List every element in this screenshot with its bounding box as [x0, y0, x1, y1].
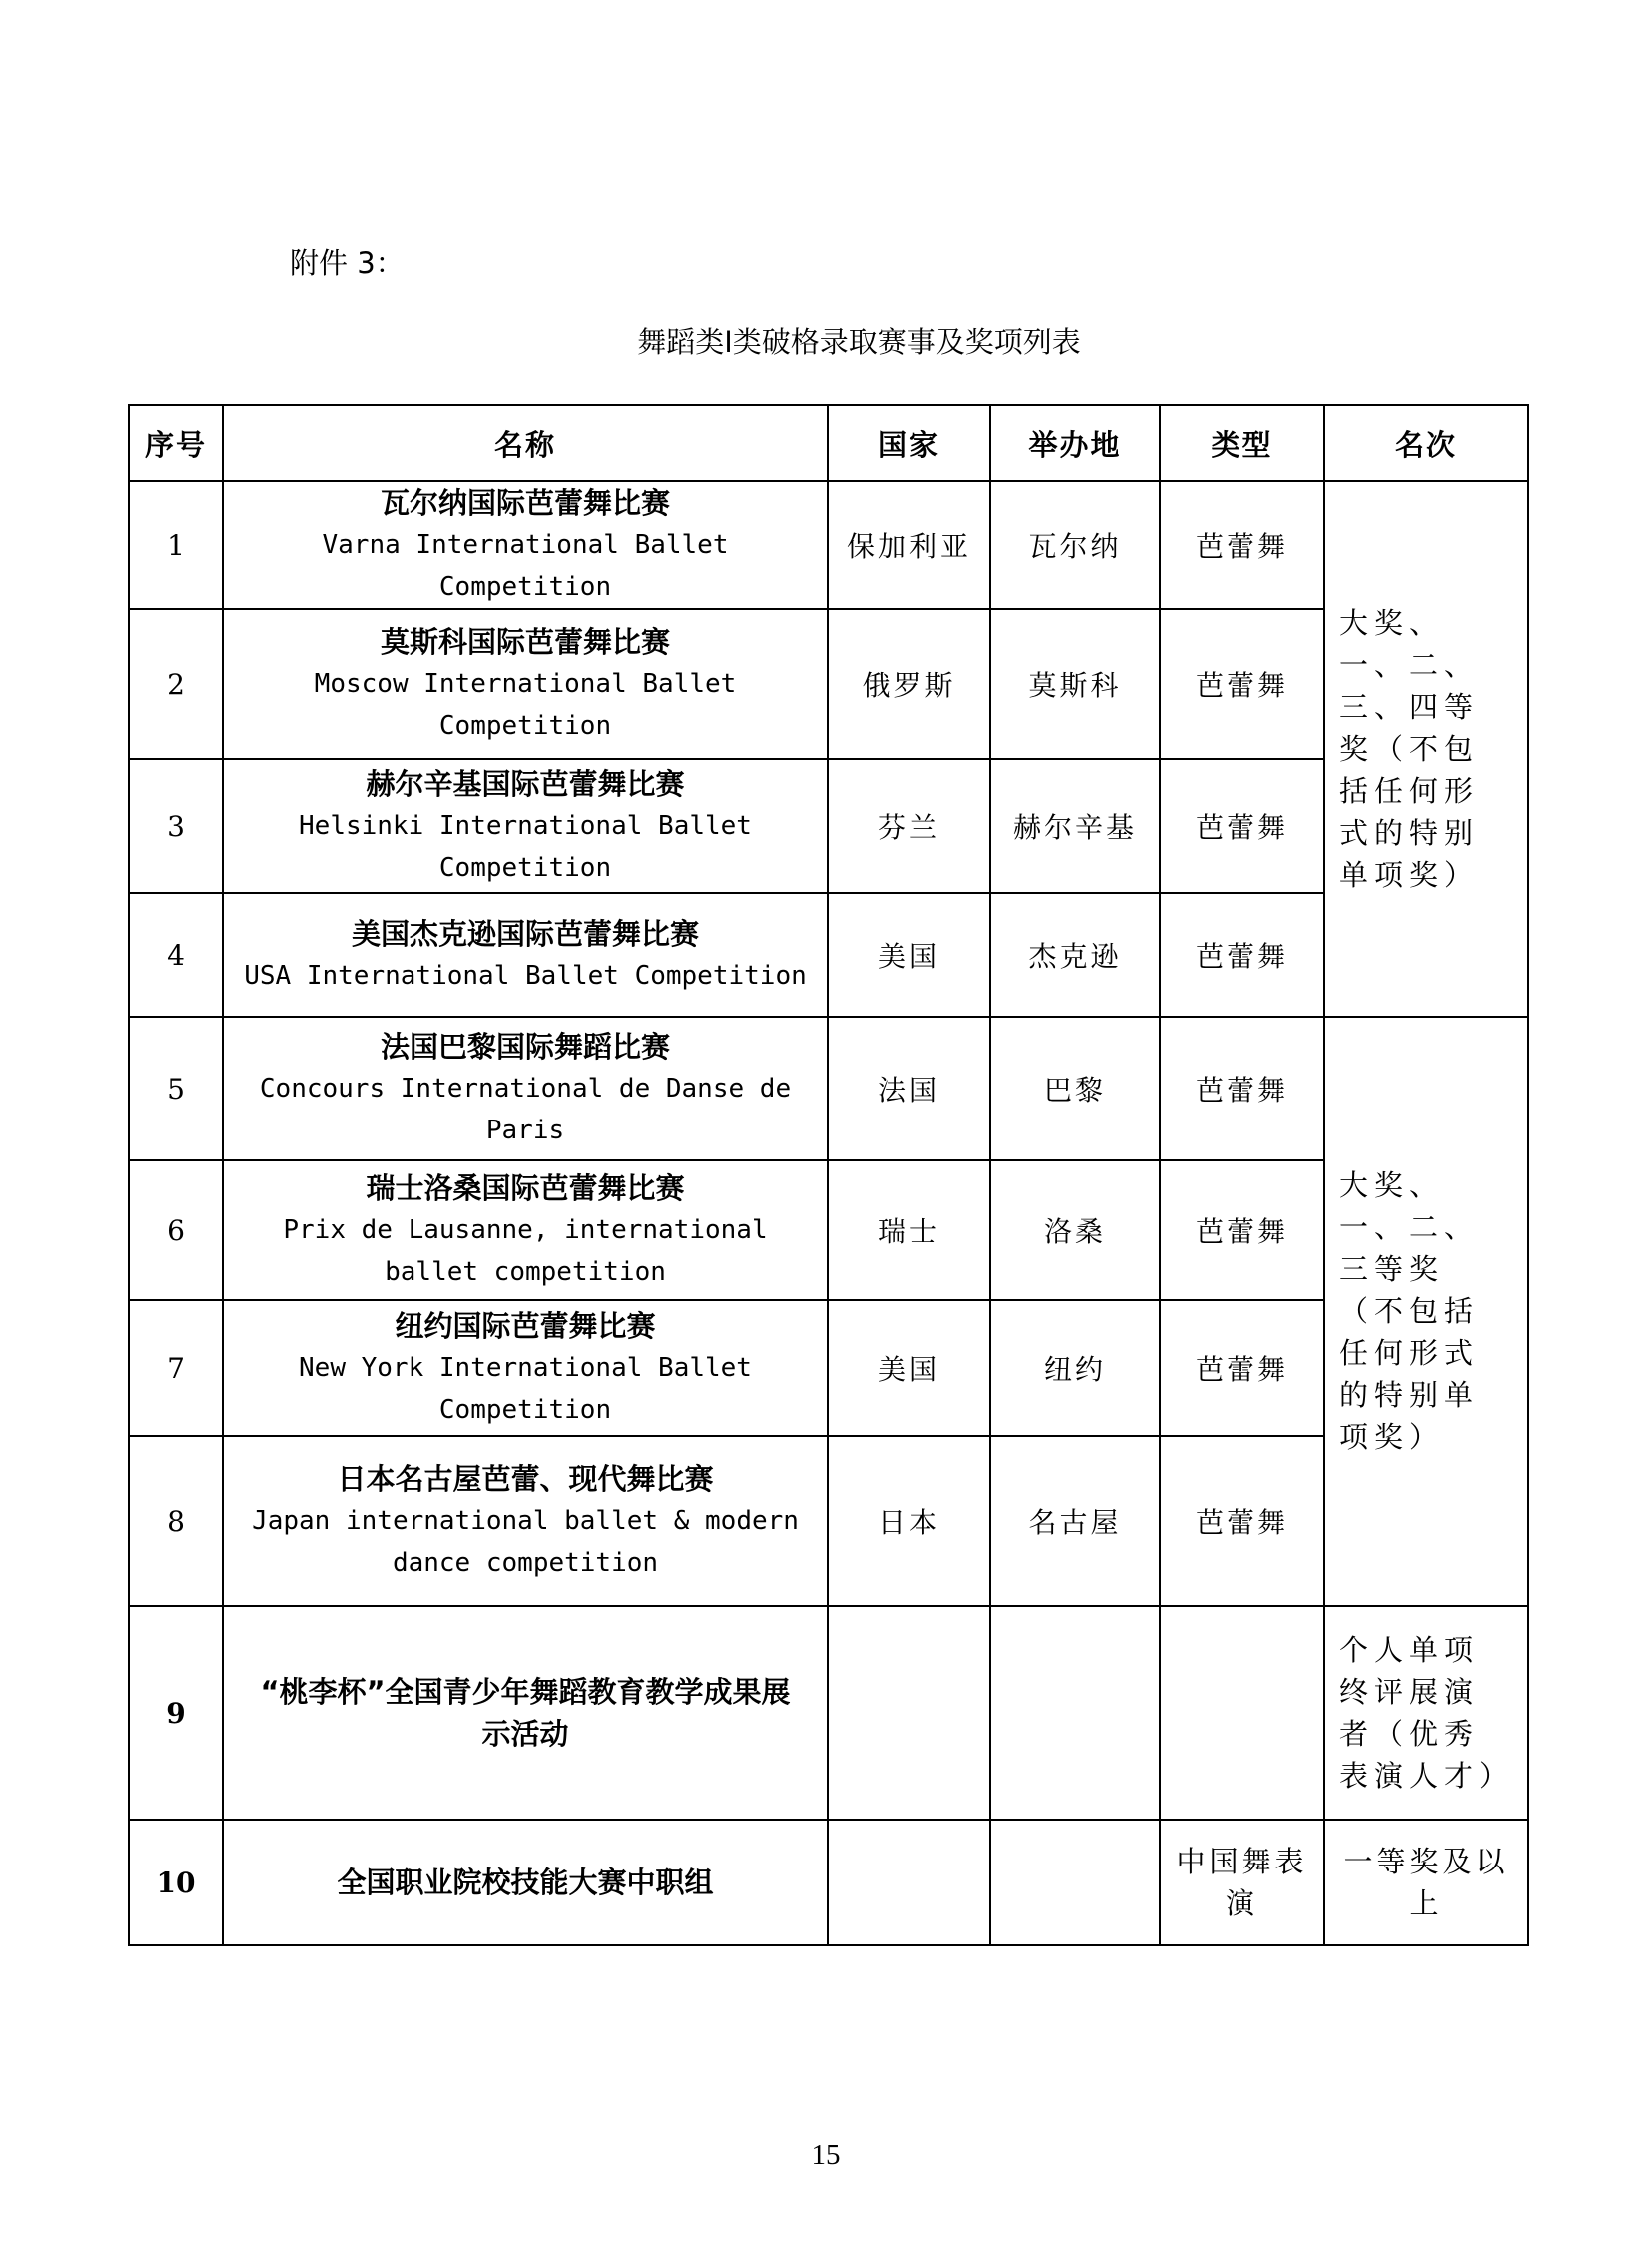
cell-name — [223, 1436, 828, 1606]
competition-name-cn: 日本名古屋芭蕾、现代舞比赛 — [337, 1462, 714, 1496]
competition-name-en: USA International Ballet Competition — [244, 961, 807, 991]
cell-seq: 6 — [129, 1160, 223, 1300]
competition-name-en: Concours International de Danse de Paris — [259, 1074, 792, 1145]
cell-rank-group-1: 大奖、一、二、三、四等奖（不包括任何形式的特别单项奖） — [1324, 481, 1528, 1017]
table-header-row — [129, 405, 1528, 481]
header-rank: 名次 — [1324, 405, 1528, 481]
cell-country: 美国 — [828, 1300, 990, 1436]
table-row — [129, 1300, 1528, 1436]
cell-type: 芭蕾舞 — [1160, 481, 1324, 609]
competition-name-cn: 瑞士洛桑国际芭蕾舞比赛 — [366, 1171, 685, 1205]
cell-seq: 1 — [129, 481, 223, 609]
header-type: 类型 — [1160, 405, 1324, 481]
cell-seq: 8 — [129, 1436, 223, 1606]
cell-name — [223, 1300, 828, 1436]
header-name: 名称 — [223, 405, 828, 481]
cell-country: 美国 — [828, 893, 990, 1017]
table-row — [129, 893, 1528, 1017]
cell-venue: 赫尔辛基 — [990, 759, 1160, 893]
cell-country — [828, 1606, 990, 1820]
cell-seq: 7 — [129, 1300, 223, 1436]
cell-type: 芭蕾舞 — [1160, 893, 1324, 1017]
cell-seq: 4 — [129, 893, 223, 1017]
competition-name-cn: “桃李杯”全国青少年舞蹈教育教学成果展示活动 — [260, 1675, 791, 1751]
competition-name-cn: 纽约国际芭蕾舞比赛 — [395, 1309, 656, 1343]
competition-name-en: Prix de Lausanne, international ballet competition — [283, 1215, 768, 1287]
cell-country: 法国 — [828, 1017, 990, 1160]
table-row — [129, 1017, 1528, 1160]
cell-venue: 莫斯科 — [990, 609, 1160, 759]
cell-name — [223, 759, 828, 893]
competition-name-cn: 法国巴黎国际舞蹈比赛 — [380, 1030, 670, 1064]
table-row — [129, 1160, 1528, 1300]
cell-name — [223, 1160, 828, 1300]
cell-venue: 洛桑 — [990, 1160, 1160, 1300]
page-number: 15 — [811, 2139, 841, 2171]
header-country: 国家 — [828, 405, 990, 481]
cell-country — [828, 1820, 990, 1945]
competition-name-cn: 瓦尔纳国际芭蕾舞比赛 — [380, 486, 670, 520]
cell-country: 瑞士 — [828, 1160, 990, 1300]
competition-name-cn: 美国杰克逊国际芭蕾舞比赛 — [351, 917, 699, 951]
header-seq: 序号 — [129, 405, 223, 481]
cell-name — [223, 1606, 828, 1820]
cell-venue: 杰克逊 — [990, 893, 1160, 1017]
table-row — [129, 609, 1528, 759]
cell-name — [223, 893, 828, 1017]
cell-country: 俄罗斯 — [828, 609, 990, 759]
cell-type: 芭蕾舞 — [1160, 1300, 1324, 1436]
cell-country: 保加利亚 — [828, 481, 990, 609]
cell-venue: 巴黎 — [990, 1017, 1160, 1160]
cell-type: 芭蕾舞 — [1160, 759, 1324, 893]
table-row — [129, 1606, 1528, 1820]
award-table — [128, 404, 1529, 1946]
cell-country: 日本 — [828, 1436, 990, 1606]
cell-seq: 9 — [129, 1606, 223, 1820]
cell-seq: 5 — [129, 1017, 223, 1160]
cell-type: 芭蕾舞 — [1160, 1160, 1324, 1300]
cell-country: 芬兰 — [828, 759, 990, 893]
cell-seq: 3 — [129, 759, 223, 893]
competition-name-cn: 赫尔辛基国际芭蕾舞比赛 — [366, 767, 685, 801]
cell-rank: 一等奖及以上 — [1324, 1820, 1528, 1945]
cell-type — [1160, 1606, 1324, 1820]
cell-name — [223, 1820, 828, 1945]
cell-type: 芭蕾舞 — [1160, 1017, 1324, 1160]
cell-name — [223, 481, 828, 609]
cell-name — [223, 1017, 828, 1160]
cell-seq: 2 — [129, 609, 223, 759]
table-row — [129, 759, 1528, 893]
cell-seq: 10 — [129, 1820, 223, 1945]
table-row — [129, 1436, 1528, 1606]
cell-venue — [990, 1820, 1160, 1945]
competition-name-cn: 全国职业院校技能大赛中职组 — [337, 1866, 714, 1899]
document-title: 舞蹈类Ⅰ类破格录取赛事及奖项列表 — [637, 325, 1081, 359]
table-row — [129, 1820, 1528, 1945]
competition-name-en: Helsinki International Ballet Competition — [299, 811, 752, 883]
cell-rank: 个人单项终评展演者（优秀表演人才） — [1324, 1606, 1528, 1820]
cell-type: 中国舞表演 — [1160, 1820, 1324, 1945]
competition-name-cn: 莫斯科国际芭蕾舞比赛 — [380, 625, 670, 659]
competition-name-en: New York International Ballet Competition — [299, 1353, 752, 1425]
cell-name — [223, 609, 828, 759]
competition-name-en: Varna International Ballet Competition — [322, 530, 729, 602]
table-row — [129, 481, 1528, 609]
header-venue: 举办地 — [990, 405, 1160, 481]
cell-venue: 纽约 — [990, 1300, 1160, 1436]
cell-venue: 瓦尔纳 — [990, 481, 1160, 609]
competition-name-en: Moscow International Ballet Competition — [314, 669, 737, 741]
cell-type: 芭蕾舞 — [1160, 1436, 1324, 1606]
cell-rank-group-2: 大奖、一、二、三等奖（不包括任何形式的特别单项奖） — [1324, 1017, 1528, 1606]
cell-venue — [990, 1606, 1160, 1820]
attachment-label: 附件 3： — [290, 246, 405, 280]
competition-name-en: Japan international ballet & modern dance competition — [252, 1506, 799, 1578]
cell-venue: 名古屋 — [990, 1436, 1160, 1606]
cell-type: 芭蕾舞 — [1160, 609, 1324, 759]
